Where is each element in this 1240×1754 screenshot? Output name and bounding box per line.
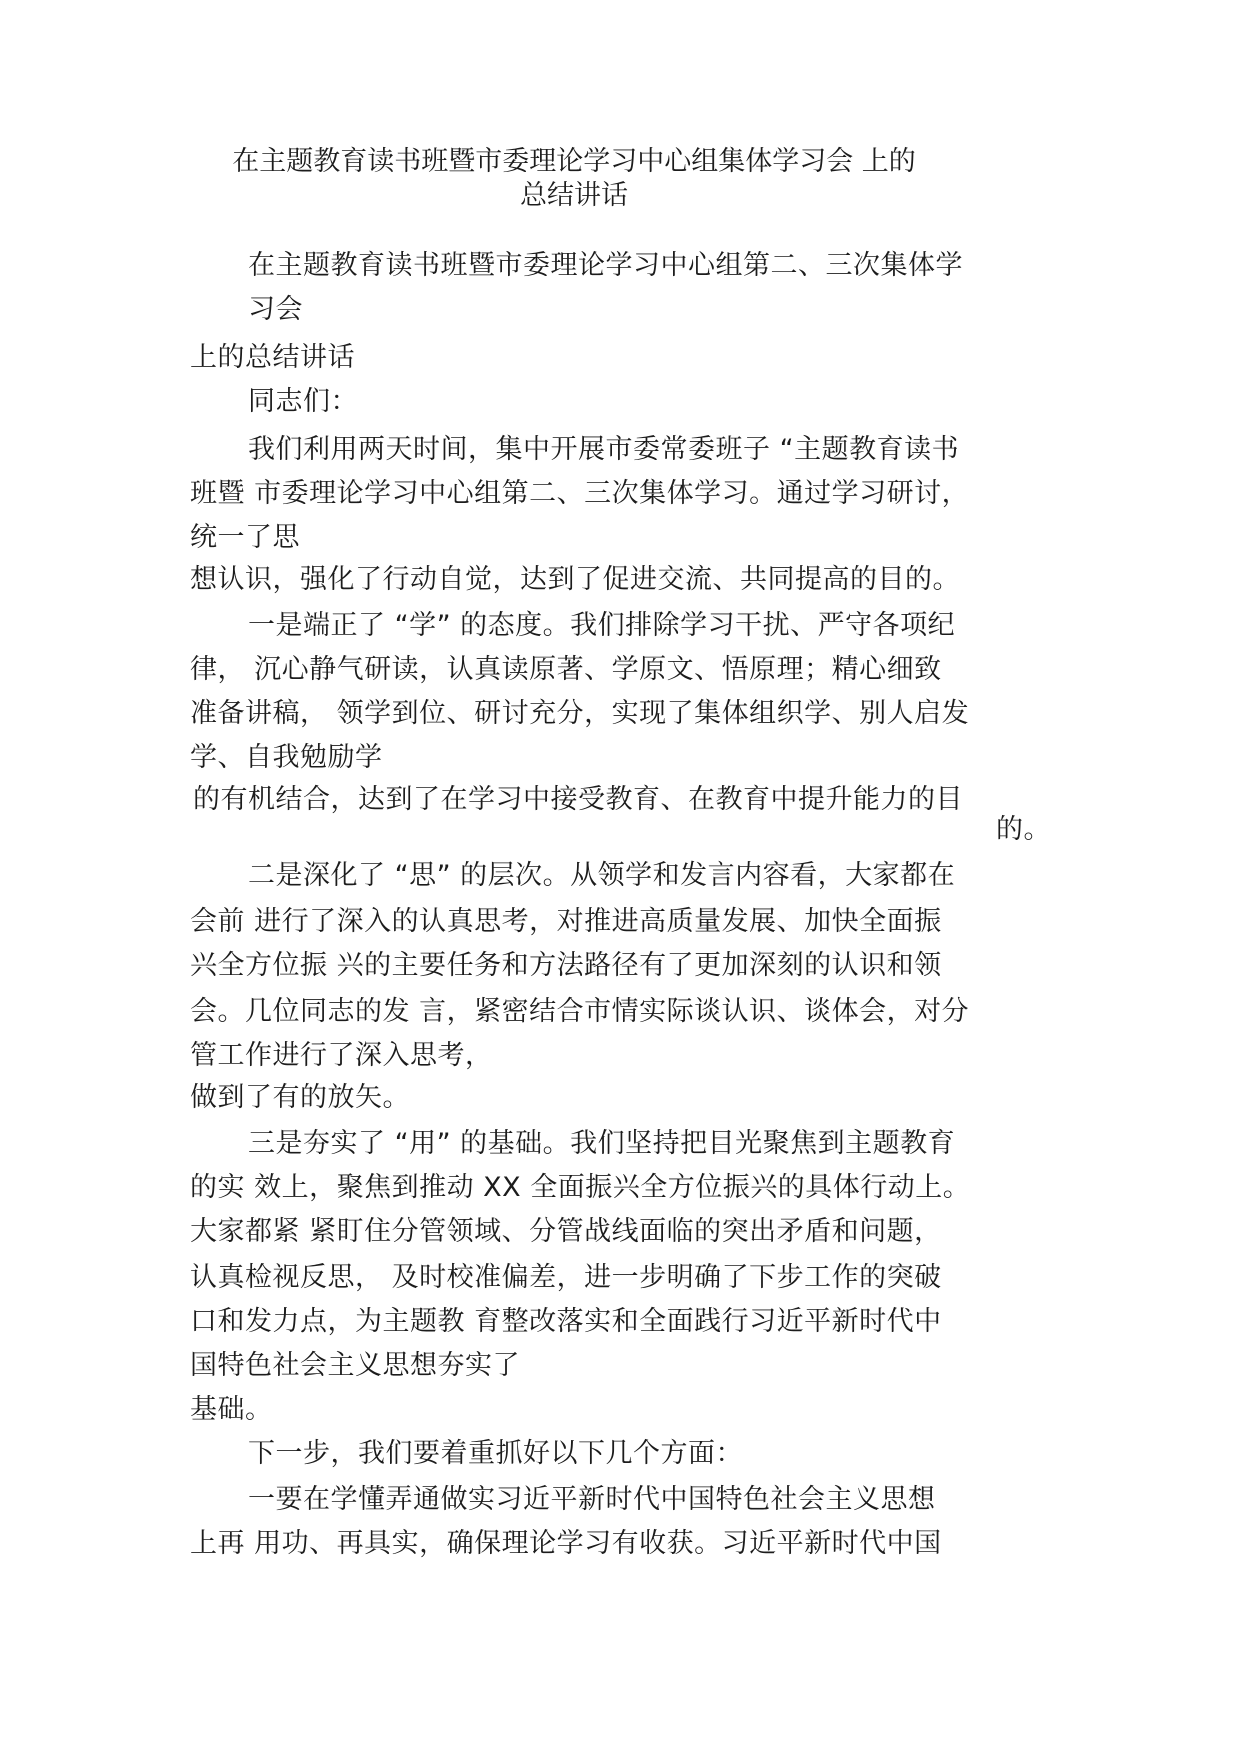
paragraph-line: 我们利用两天时间，集中开展市委常委班子 “主题教育读书 (248, 434, 960, 465)
doc-subtitle-line3: 上的总结讲话 (190, 342, 355, 373)
paragraph-line: 兴全方位振 兴的主要任务和方法路径有了更加深刻的认识和领 (190, 950, 942, 981)
salutation: 同志们： (248, 386, 358, 417)
paragraph-line: 统一了思 (190, 522, 300, 553)
doc-subtitle-line2: 习会 (248, 294, 303, 325)
paragraph-line: 口和发力点，为主题教 育整改落实和全面践行习近平新时代中 (190, 1306, 942, 1337)
paragraph-line: 国特色社会主义思想夯实了 (190, 1350, 520, 1381)
paragraph-line: 大家都紧 紧盯住分管领域、分管战线面临的突出矛盾和问题， (190, 1216, 942, 1247)
paragraph-line: 会。几位同志的发 言，紧密结合市情实际谈认识、谈体会，对分 (190, 996, 970, 1027)
paragraph-line: 管工作进行了深入思考， (190, 1040, 493, 1071)
paragraph-line: 会前 进行了深入的认真思考，对推进高质量发展、加快全面振 (190, 906, 942, 937)
paragraph-line: 想认识，强化了行动自觉，达到了促进交流、共同提高的目的。 (190, 564, 960, 595)
paragraph-line: 下一步，我们要着重抓好以下几个方面： (248, 1438, 743, 1469)
paragraph-line: 准备讲稿， 领学到位、研讨充分，实现了集体组织学、别人启发 (190, 698, 970, 729)
paragraph-line: 二是深化了 “思” 的层次。从领学和发言内容看，大家都在 (248, 860, 956, 891)
doc-subtitle-line1: 在主题教育读书班暨市委理论学习中心组第二、三次集体学 (248, 250, 963, 281)
paragraph-line: 班暨 市委理论学习中心组第二、三次集体学习。通过学习研讨， (190, 478, 970, 509)
doc-title-line1: 在主题教育读书班暨市委理论学习中心组集体学习会 上的 (232, 146, 916, 177)
paragraph-line: 的有机结合，达到了在学习中接受教育、在教育中提升能力的目 (193, 784, 963, 815)
paragraph-line: 的实 效上，聚焦到推动 XX 全面振兴全方位振兴的具体行动上。 (190, 1172, 971, 1203)
paragraph-line: 学、自我勉励学 (190, 742, 383, 773)
paragraph-line: 律， 沉心静气研读，认真读原著、学原文、悟原理；精心细致 (190, 654, 942, 685)
paragraph-line: 一要在学懂弄通做实习近平新时代中国特色社会主义思想 (248, 1484, 936, 1515)
paragraph-line: 的。 (996, 814, 1051, 845)
paragraph-line: 上再 用功、再具实，确保理论学习有收获。习近平新时代中国 (190, 1528, 942, 1559)
paragraph-line: 基础。 (190, 1394, 273, 1425)
paragraph-line: 认真检视反思， 及时校准偏差，进一步明确了下步工作的突破 (190, 1262, 942, 1293)
paragraph-line: 一是端正了 “学” 的态度。我们排除学习干扰、严守各项纪 (248, 610, 956, 641)
paragraph-line: 做到了有的放矢。 (190, 1082, 410, 1113)
doc-title-line2: 总结讲话 (520, 180, 628, 211)
paragraph-line: 三是夯实了 “用” 的基础。我们坚持把目光聚焦到主题教育 (248, 1128, 956, 1159)
